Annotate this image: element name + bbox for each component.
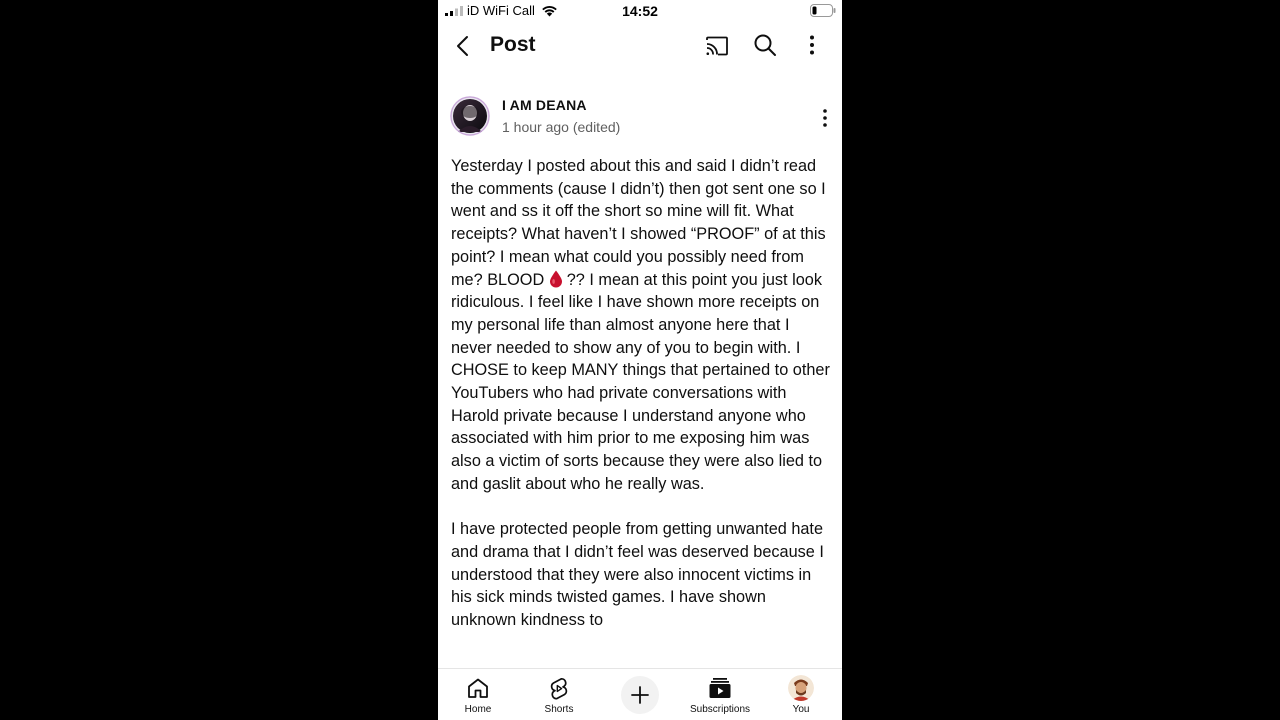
- post-time: 1 hour ago (edited): [502, 119, 621, 135]
- nav-subscriptions-label: Subscriptions: [689, 704, 751, 715]
- carrier-label: iD WiFi Call: [467, 3, 535, 18]
- more-vertical-icon[interactable]: [800, 33, 824, 57]
- nav-you[interactable]: [776, 669, 826, 720]
- post-author-row: [438, 92, 842, 142]
- nav-shorts-label: Shorts: [544, 704, 574, 715]
- phone-screen: [438, 0, 842, 720]
- nav-subscriptions[interactable]: [680, 669, 760, 720]
- post-more-icon[interactable]: [813, 106, 837, 130]
- nav-you-label: You: [792, 704, 810, 715]
- post-text-part-1: Yesterday I posted about this and said I didn’t read the comments (cause I didn’t) then got sent one so I went and ss it off the short so mine will fit. What receipts? What haven’t I showed “PROOF” of at this point? I mean what could you possibly need from me? BLOOD: [451, 157, 826, 289]
- author-name[interactable]: I AM DEANA: [502, 97, 587, 113]
- nav-home[interactable]: [446, 669, 510, 720]
- cast-icon[interactable]: [704, 34, 730, 58]
- post-paragraph-2: I have protected people from getting unwanted hate and drama that I didn’t feel was deserved because I understood that they were also innocent victims in his sick minds twisted games. I have shown unknown kindness to: [451, 520, 824, 630]
- back-icon[interactable]: [452, 34, 476, 58]
- channel-avatar[interactable]: [450, 96, 490, 136]
- shorts-icon: [547, 676, 571, 700]
- nav-home-label: Home: [464, 704, 492, 715]
- nav-shorts[interactable]: [526, 669, 592, 720]
- search-icon[interactable]: [753, 33, 777, 57]
- plus-icon: [630, 685, 650, 705]
- post-paragraph-1: [451, 155, 831, 496]
- post-text-part-2: ?? I mean at this point you just look ridiculous. I feel like I have shown more receipts on my personal life than almost anyone here that I never needed to show any of you to begin with. I CHOSE to keep MANY things that pertained to other YouTubers who had private conversations with Harold private because I understand anyone who associated with him prior to me exposing him was also a victim of sorts because they were also lied to and gaslit about who he really was.: [451, 270, 830, 493]
- blood-drop-icon: [549, 270, 563, 288]
- subscriptions-icon: [708, 676, 732, 700]
- bottom-nav: [438, 668, 842, 720]
- create-button[interactable]: [621, 676, 659, 714]
- status-time: 14:52: [622, 3, 658, 19]
- user-avatar: [788, 675, 814, 701]
- app-header: [438, 22, 842, 72]
- page-title: Post: [490, 33, 536, 56]
- home-icon: [466, 676, 490, 700]
- status-bar: [438, 0, 842, 22]
- post-body: [451, 155, 831, 654]
- battery-icon: [810, 4, 836, 17]
